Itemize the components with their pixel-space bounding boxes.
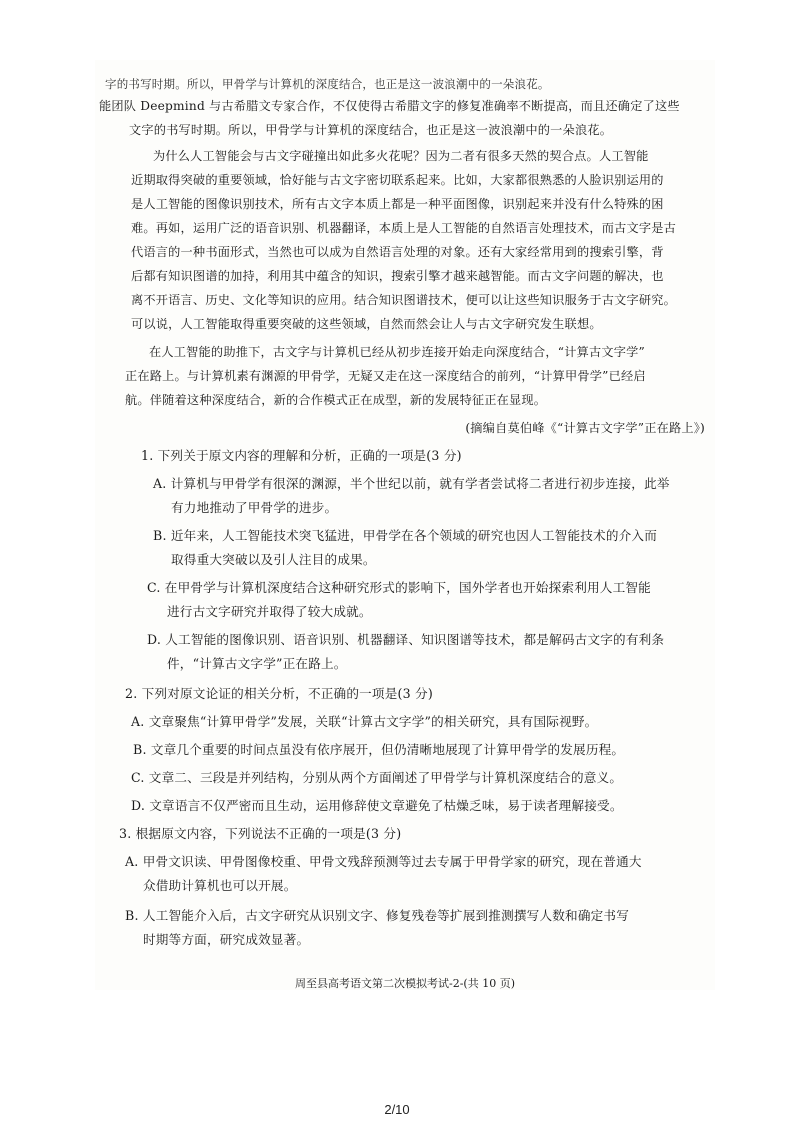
passage-line: 可以说，人工智能取得重要突破的这些领域，自然而然会让人与古文字研究发生联想。	[131, 317, 602, 331]
question-option-cont: 件，“计算古文字学”正在路上。	[167, 656, 347, 671]
page-indicator: 2/10	[384, 1102, 410, 1117]
question-option: C. 在甲骨学与计算机深度结合这种研究形式的影响下，国外学者也开始探索利用人工智能	[147, 580, 651, 595]
passage-line: 是人工智能的图像识别技术，所有古文字本质上都是一种平面图像，识别起来并没有什么特殊的困	[131, 197, 664, 211]
question-option: B. 文章几个重要的时间点虽没有依序展开，但仍清晰地展现了计算甲骨学的发展历程。	[133, 742, 625, 757]
passage-line: 代语言的一种书面形式，当然也可以成为自然语言处理的对象。还有大家经常用到的搜索引擎，背	[131, 245, 664, 259]
question-option: A. 甲骨文识读、甲骨图像校重、甲骨文残辞预测等过去专属于甲骨学家的研究，现在普通大	[125, 854, 642, 869]
passage-line: 难。再如，运用广泛的语音识别、机器翻译，本质上是人工智能的自然语言处理技术，而古文字是古	[131, 221, 677, 235]
passage-line: 能团队 Deepmind 与古希腊文专家合作，不仅使得古希腊文字的修复准确率不断提高，而且还确定了这些	[99, 99, 680, 113]
question-option: D. 人工智能的图像识别、语音识别、机器翻译、知识图谱等技术，都是解码古文字的有利条	[147, 632, 665, 647]
question-option: D. 文章语言不仅严密而且生动，运用修辞使文章避免了枯燥乏味，易于读者理解接受。	[131, 798, 623, 813]
question-option: A. 文章聚焦“计算甲骨学”发展，关联“计算古文字学”的相关研究，具有国际视野。	[131, 714, 598, 729]
question-option: B. 人工智能介入后，古文字研究从识别文字、修复残卷等扩展到推测撰写人数和确定书写	[125, 908, 630, 923]
source-citation: (摘编自莫伯峰《“计算古文字学”正在路上》)	[465, 421, 705, 435]
question-option: A. 计算机与甲骨学有很深的渊源，半个世纪以前，就有学者尝试将二者进行初步连接，此举	[153, 476, 670, 491]
passage-line: 后都有知识图谱的加持，利用其中蕴含的知识，搜索引擎才越来越智能。而古文字问题的解决，也	[131, 269, 664, 283]
question-stem: 3. 根据原文内容，下列说法不正确的一项是(3 分)	[119, 826, 402, 841]
question-stem: 2. 下列对原文论证的相关分析，不正确的一项是(3 分)	[125, 686, 433, 701]
passage-line: 为什么人工智能会与古文字碰撞出如此多火花呢？因为二者有很多天然的契合点。人工智能	[153, 149, 649, 163]
question-option-cont: 众借助计算机也可以开展。	[143, 878, 297, 893]
question-option: C. 文章二、三段是并列结构，分别从两个方面阐述了甲骨学与计算机深度结合的意义。	[131, 770, 623, 785]
question-stem: 1. 下列关于原文内容的理解和分析，正确的一项是(3 分)	[141, 448, 462, 463]
passage-line: 离不开语言、历史、文化等知识的应用。结合知识图谱技术，便可以让这些知识服务于古文字研究。	[131, 293, 677, 307]
passage-line: 近期取得突破的重要领域，恰好能与古文字密切联系起来。比如，大家都很熟悉的人脸识别运用的	[131, 173, 664, 187]
passage-line-partial: 字的书写时期。所以，甲骨学与计算机的深度结合，也正是这一波浪潮中的一朵浪花。	[105, 77, 550, 91]
question-option-cont: 有力地推动了甲骨学的进步。	[171, 500, 338, 515]
passage-line: 文字的书写时期。所以，甲骨学与计算机的深度结合，也正是这一波浪潮中的一朵浪花。	[129, 123, 613, 137]
passage-line: 在人工智能的助推下，古文字与计算机已经从初步连接开始走向深度结合，“计算古文字学”	[149, 345, 645, 359]
question-option-cont: 时期等方面，研究成效显著。	[143, 932, 310, 947]
question-option-cont: 进行古文字研究并取得了较大成就。	[167, 604, 372, 619]
question-option: B. 近年来，人工智能技术突飞猛进，甲骨学在各个领域的研究也因人工智能技术的介入而	[153, 528, 658, 543]
passage-line: 正在路上。与计算机素有渊源的甲骨学，无疑又走在这一深度结合的前列，“计算甲骨学”已经启	[125, 369, 646, 383]
question-option-cont: 取得重大突破以及引人注目的成果。	[171, 552, 376, 567]
exam-footer: 周至县高考语文第二次模拟考试-2-(共 10 页)	[294, 977, 515, 990]
scanned-page	[95, 60, 715, 990]
passage-line: 航。伴随着这种深度结合，新的合作模式正在成型，新的发展特征正在显现。	[125, 393, 547, 407]
